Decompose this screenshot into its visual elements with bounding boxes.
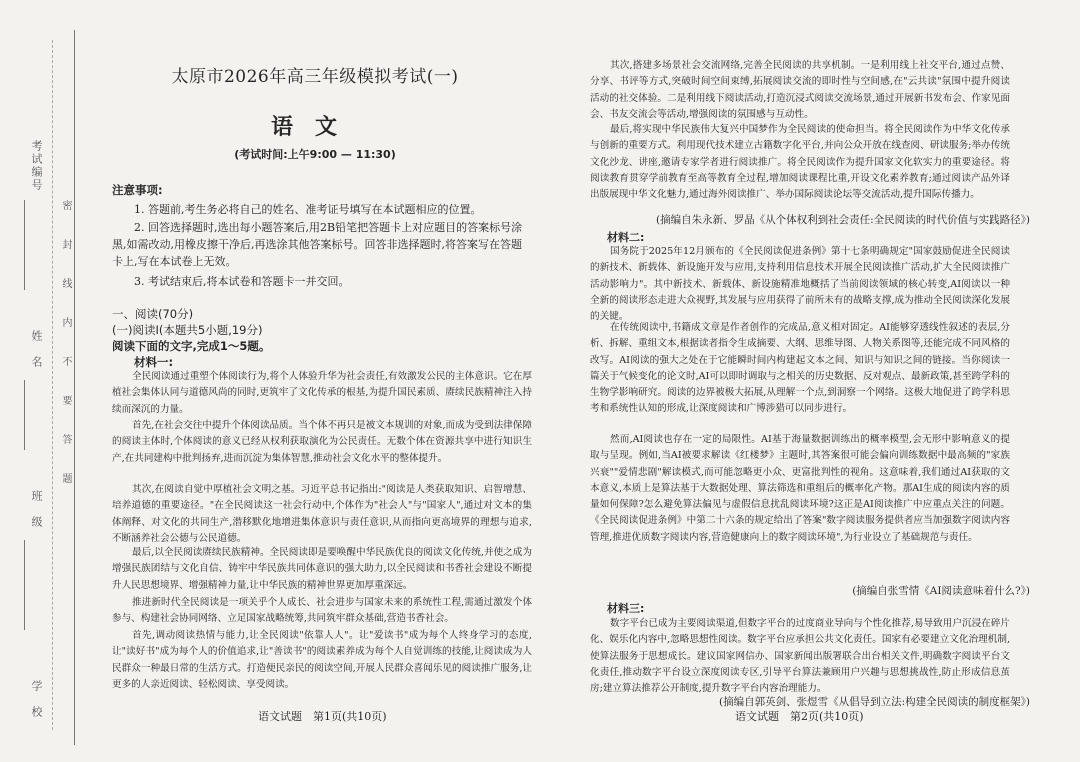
right-paragraph: 数字平台已成为主要阅读渠道,但数字平台的过度商业导向与个性化推荐,易导致用户沉浸在碎片化、娱乐化内容中,忽略思想性阅读。数字平台应承担公共文化责任。国家有必要建立文化治理机制,使算法服务于思想成长。建议国家网信办、国家新闻出版署联合出台相关文件,明确数字阅读平台文化责任,推动数字平台设立深度阅读专区,引导平台算法兼顾用户兴趣与思想挑战性,防止形成信息茧房;建立算法推荐公开制度,提升数字平台内容治理能力。	[590, 618, 1010, 695]
instruction: 阅读下面的文字,完成1～5题。	[112, 339, 271, 353]
section-title: 一、阅读(70分)	[112, 307, 194, 321]
exam-number-label: 考试编号	[30, 140, 43, 192]
binding-margin	[0, 0, 78, 762]
right-footer: 语文试题 第2页(共10页)	[735, 710, 864, 723]
material-2-label: 材料二:	[607, 231, 645, 244]
subsection-title: (一)阅读Ⅰ(本题共5小题,19分)	[112, 323, 263, 337]
right-paragraph: 然而,AI阅读也存在一定的局限性。AI基于海量数据训练出的概率模型,会无形中影响意义的提取与呈现。例如,当AI被要求解读《红楼梦》主题时,其答案很可能会偏向训练数据中最高频的"家族兴衰""爱情悲剧"解读模式,而可能忽略更小众、更富批判性的视角。这意味着,我们通过AI获取的文本意义,本质上是算法基于大数据处理、算法筛选和重组后的概率化产物。那AI生成的阅读内容的质量如何保障?怎么避免算法偏见与虚假信息扰乱阅读环境?这正是AI阅读推广中应重点关注的问题。《全民阅读促进条例》中第二十六条的规定给出了答案"数字阅读服务提供者应当加强数字阅读内容管理,推进优质数字阅读内容,营造健康向上的数字阅读环境",为行业设立了基础规范与责任。	[590, 434, 1010, 543]
right-paragraph: 在传统阅读中,书籍成文章是作者创作的完成品,意义相对固定。AI能够穿透线性叙述的表层,分析、拆解、重组文本,根据读者指令生成摘要、大纲、思维导图、人物关系图等,还能完成不同风格的改写。AI阅读的强大之处在于它能瞬时间内构建起文本之间、知识与知识之间的链接。当你阅读一篇关于气候变化的论文时,AI可以即时调取与之相关的历史数据、反对观点、最新政策,甚至跨学科的生物学影响研究。阅读的边界被极大拓展,从理解一个点,到洞察一个网络。这极大地促进了跨学科思考和系统性认知的形成,让深度阅读和广博涉猎可以同步进行。	[590, 322, 1010, 415]
right-page	[545, 0, 1080, 762]
note-item-3: 3. 考试结束后,将本试卷和答题卡一并交回。	[134, 275, 350, 288]
source-citation-3: (摘编自郭英剑、张煜雪《从倡导到立法:构建全民阅读的制度框架》)	[719, 696, 1030, 708]
exam-time: (考试时间:上午9:00 — 11:30)	[234, 148, 396, 161]
name-label: 姓 名	[30, 330, 43, 369]
right-paragraph: 最后,将实现中华民族伟大复兴中国梦作为全民阅读的使命担当。将全民阅读作为中华文化传承与创新的重要方式。利用现代技术建立古籍数字化平台,并向公众开放在线查阅、研读服务;举办传统文化沙龙、讲座,邀请专家学者进行阅读推广。将全民阅读作为提升国家文化软实力的重要途径。将阅读教育贯穿学前教育至高等教育全过程,增加阅读课程比重,开设文化素养教育;通过阅读产品外译出版展现中华文化魅力,通过海外阅读推广、举办国际阅读论坛等交流活动,提升国际传播力。	[590, 124, 1010, 201]
left-paragraph: 推进新时代全民阅读是一项关乎个人成长、社会进步与国家未来的系统性工程,需通过激发个体参与、构建社会协同网络、立足国家战略统筹,共同筑牢群众基础,营造书香社会。	[112, 597, 532, 625]
right-paragraph: 其次,搭建多场景社会交流网络,完善全民阅读的共享机制。一是利用线上社交平台,通过点赞、分享、书评等方式,突破时间空间束缚,拓展阅读交流的即时性与空间感,在"云共读"氛围中提升阅读活动的社交体验。二是利用线下阅读活动,打造沉浸式阅读交流场景,通过开展新书发布会、作家见面会、书友交流会等活动,增强阅读的氛围感与互动性。	[590, 60, 1010, 120]
school-label: 学 校	[30, 680, 43, 719]
note-item-1: 1. 答题前,考生务必将自己的姓名、准考证号填写在本试题相应的位置。	[134, 203, 482, 216]
seal-line-text: 密 封 线 内 不 要 答 题	[60, 200, 71, 486]
class-blank	[24, 540, 25, 630]
exam-title: 太原市2026年高三年级模拟考试(一)	[171, 67, 459, 87]
binding-solid-line	[74, 30, 75, 745]
material-1-label: 材料一:	[134, 355, 174, 369]
binding-dashed-line	[52, 40, 53, 730]
left-footer: 语文试题 第1页(共10页)	[258, 710, 387, 723]
notes-title: 注意事项:	[112, 183, 163, 197]
left-paragraph: 最后,以全民阅读赓续民族精神。全民阅读即是要唤醒中华民族优良的阅读文化传统,并使之成为增强民族团结与文化自信、铸牢中华民族共同体意识的强大助力,以全民阅读和书香社会建设不断提升人民思想境界、增强精神力量,让中华民族的精神世界更加厚重深远。	[112, 547, 532, 591]
class-label: 班 级	[30, 490, 43, 529]
exam-number-blank	[24, 200, 25, 290]
right-paragraph: 国务院于2025年12月颁布的《全民阅读促进条例》第十七条明确规定"国家鼓励促进全民阅读的新技术、新载体、新设施开发与应用,支持利用信息技术开展全民阅读推广活动,扩大全民阅读推广活动影响力"。其中新技术、新载体、新设施精准地概括了当前阅读领域的核心转变,AI阅读以一种全新的阅读形态走进大众视野,其发展与应用获得了前所未有的战略支撑,成为推动全民阅读深化发展的关键。	[590, 246, 1010, 323]
source-citation-2: (摘编自张雪情《AI阅读意味着什么?》)	[852, 585, 1030, 597]
left-paragraph: 其次,在阅读自觉中厚植社会文明之基。习近平总书记指出:"阅读是人类获取知识、启智增慧、培养道德的重要途径。"在全民阅读这一社会行动中,个体作为"社会人"与"国家人",通过对文本的集体阐释、对文化的共同生产,潜移默化地增进集体意识与责任意识,从而指向更高境界的理想与追求,不断涵养社会公德与公民道德。	[112, 484, 532, 544]
note-item-2: 2. 回答选择题时,选出每小题答案后,用2B铅笔把答题卡上对应题目的答案标号涂黑,如需改动,用橡皮擦干净后,再选涂其他答案标号。回答非选择题时,将答案写在答题卡上,写在本试卷上无效。	[112, 221, 523, 268]
name-blank	[24, 380, 25, 450]
left-paragraph: 全民阅读通过重塑个体阅读行为,将个人体验升华为社会责任,有效激发公民的主体意识。它在厚植社会集体认同与道德风尚的同时,更筑牢了文化传承的根基,为提升国民素质、赓续民族精神注入持续而深沉的力量。	[112, 371, 532, 415]
left-paragraph: 首先,调动阅读热情与能力,让全民阅读"依靠人人"。让"爱读书"成为每个人终身学习的态度,让"读好书"成为每个人的价值追求,让"善读书"的阅读素养成为每个人自觉训练的技能,让阅读成为人民群众一种最日常的生活方式。打造便民亲民的阅读空间,开展人民群众喜闻乐见的阅读推广服务,让更多的人亲近阅读、轻松阅读、享受阅读。	[112, 630, 532, 690]
subject-title: 语文	[270, 114, 359, 140]
source-citation-1: (摘编自朱永新、罗晶《从个体权利到社会责任:全民阅读的时代价值与实践路径》)	[656, 214, 1030, 226]
left-paragraph: 首先,在社会交往中提升个体阅读品质。当个体不再只是被文本规训的对象,而成为受到法律保障的阅读主体时,个体阅读的意义已经从权利获取演化为公民责任。无数个体在资源共享中进行知识生产,在共同建构中批判扬弃,进而沉淀为集体智慧,推动社会文化水平的整体提升。	[112, 420, 532, 464]
material-3-label: 材料三:	[607, 602, 645, 615]
